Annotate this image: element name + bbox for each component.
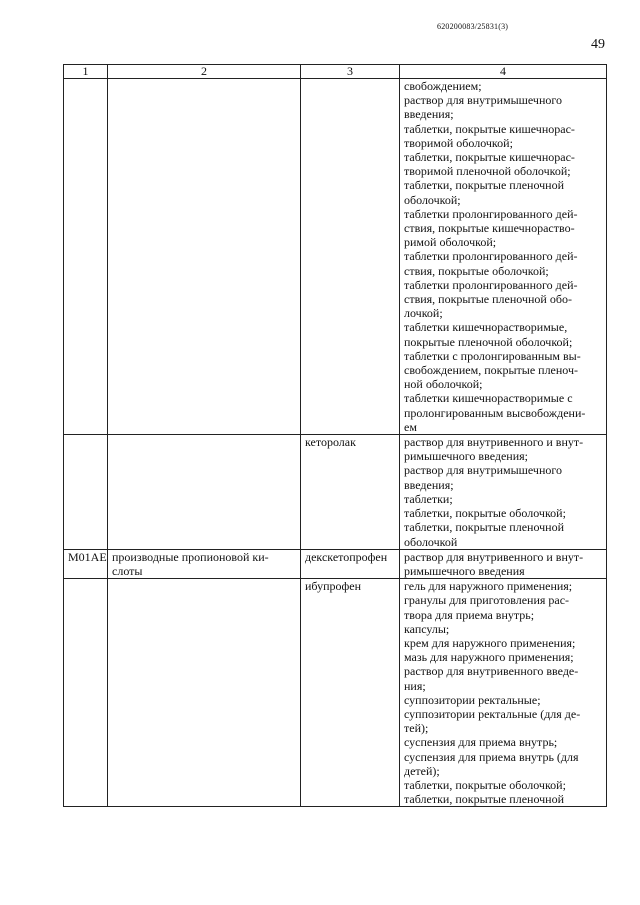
- dosage-forms-cell-line: твора для приема внутрь;: [404, 607, 535, 622]
- dosage-forms-cell-line: суспензия для приема внутрь;: [404, 735, 558, 750]
- group-cell-line: слоты: [112, 563, 143, 578]
- dosage-forms-cell-line: раствор для внутривенного и внут-: [404, 435, 584, 450]
- dosage-forms-cell-line: введения;: [404, 107, 454, 122]
- dosage-forms-cell: [400, 549, 607, 578]
- table-header-row: [64, 65, 607, 79]
- dosage-forms-cell-line: детей);: [404, 763, 440, 778]
- dosage-forms-cell-line: римышечного введения;: [404, 449, 528, 464]
- drug-table: [63, 64, 607, 807]
- dosage-forms-cell-line: раствор для внутривенного введе-: [404, 664, 579, 679]
- dosage-forms-cell-line: таблетки пролонгированного дей-: [404, 249, 578, 264]
- atc-code-cell: [64, 579, 108, 807]
- drug-name-cell: [301, 79, 400, 435]
- table-row: [64, 549, 607, 578]
- dosage-forms-cell-line: капсулы;: [404, 621, 450, 636]
- atc-code-cell: [64, 435, 108, 550]
- group-cell-line: производные пропионовой ки-: [112, 549, 269, 564]
- dosage-forms-cell: [400, 579, 607, 807]
- atc-code-cell: [64, 79, 108, 435]
- dosage-forms-cell-line: таблетки, покрытые оболочкой;: [404, 777, 566, 792]
- dosage-forms-cell-line: крем для наружного применения;: [404, 635, 576, 650]
- dosage-forms-cell-line: раствор для внутримышечного: [404, 93, 562, 108]
- dosage-forms-cell-line: тей);: [404, 721, 429, 736]
- dosage-forms-cell: [400, 435, 607, 550]
- dosage-forms-cell-line: введения;: [404, 477, 454, 492]
- column-header: 3: [301, 65, 400, 79]
- dosage-forms-cell-line: оболочкой: [404, 534, 458, 549]
- dosage-forms-cell-line: пролонгированным высвобождени-: [404, 405, 586, 420]
- dosage-forms-cell-line: суппозитории ректальные (для де-: [404, 706, 581, 721]
- atc-code-cell: M01AE: [64, 549, 108, 578]
- dosage-forms-cell-line: раствор для внутримышечного: [404, 463, 562, 478]
- dosage-forms-cell-line: ной оболочкой;: [404, 377, 483, 392]
- table-row: [64, 79, 607, 435]
- dosage-forms-cell-line: ствия, покрытые кишечнораство-: [404, 221, 575, 236]
- dosage-forms-cell-line: таблетки кишечнорастворимые,: [404, 320, 568, 335]
- drug-name-cell: ибупрофен: [301, 579, 400, 807]
- dosage-forms-cell-line: таблетки с пролонгированным вы-: [404, 348, 581, 363]
- drug-name-cell: кеторолак: [301, 435, 400, 550]
- dosage-forms-cell-line: таблетки, покрытые пленочной: [404, 792, 565, 807]
- dosage-forms-cell-line: таблетки;: [404, 491, 453, 506]
- group-cell: [108, 79, 301, 435]
- dosage-forms-cell-line: мазь для наружного применения;: [404, 650, 574, 665]
- dosage-forms-cell-line: суспензия для приема внутрь (для: [404, 749, 579, 764]
- dosage-forms-cell-line: таблетки, покрытые пленочной: [404, 178, 565, 193]
- dosage-forms-cell-line: творимой пленочной оболочкой;: [404, 164, 571, 179]
- group-cell: [108, 549, 301, 578]
- table-row: [64, 435, 607, 550]
- dosage-forms-cell-line: свобождением, покрытые пленоч-: [404, 363, 579, 378]
- dosage-forms-cell-line: таблетки, покрытые кишечнорас-: [404, 121, 575, 136]
- dosage-forms-cell-line: ствия, покрытые пленочной обо-: [404, 292, 572, 307]
- table-row: [64, 579, 607, 807]
- dosage-forms-cell-line: таблетки пролонгированного дей-: [404, 277, 578, 292]
- document-id: 620200083/25831(3): [437, 22, 509, 31]
- dosage-forms-cell-line: таблетки, покрытые кишечнорас-: [404, 150, 575, 165]
- dosage-forms-cell-line: суппозитории ректальные;: [404, 692, 541, 707]
- dosage-forms-cell-line: гель для наружного применения;: [404, 579, 573, 594]
- group-cell: [108, 435, 301, 550]
- dosage-forms-cell-line: ем: [404, 419, 417, 434]
- dosage-forms-cell-line: таблетки пролонгированного дей-: [404, 206, 578, 221]
- dosage-forms-cell-line: творимой оболочкой;: [404, 135, 513, 150]
- dosage-forms-cell-line: оболочкой;: [404, 192, 461, 207]
- dosage-forms-cell: [400, 79, 607, 435]
- column-header: 2: [108, 65, 301, 79]
- dosage-forms-cell-line: таблетки кишечнорастворимые с: [404, 391, 573, 406]
- dosage-forms-cell-line: римышечного введения: [404, 563, 525, 578]
- dosage-forms-cell-line: гранулы для приготовления рас-: [404, 593, 570, 608]
- column-header: 4: [400, 65, 607, 79]
- dosage-forms-cell-line: таблетки, покрытые пленочной: [404, 520, 565, 535]
- dosage-forms-cell-line: свобождением;: [404, 79, 482, 93]
- group-cell: [108, 579, 301, 807]
- dosage-forms-cell-line: раствор для внутривенного и внут-: [404, 549, 584, 564]
- dosage-forms-cell-line: ствия, покрытые оболочкой;: [404, 263, 549, 278]
- dosage-forms-cell-line: таблетки, покрытые оболочкой;: [404, 506, 566, 521]
- drug-name-cell: декскетопрофен: [301, 549, 400, 578]
- column-header: 1: [64, 65, 108, 79]
- dosage-forms-cell-line: римой оболочкой;: [404, 235, 497, 250]
- dosage-forms-cell-line: ния;: [404, 678, 426, 693]
- page-number: 49: [591, 37, 605, 52]
- dosage-forms-cell-line: лочкой;: [404, 306, 443, 321]
- dosage-forms-cell-line: покрытые пленочной оболочкой;: [404, 334, 573, 349]
